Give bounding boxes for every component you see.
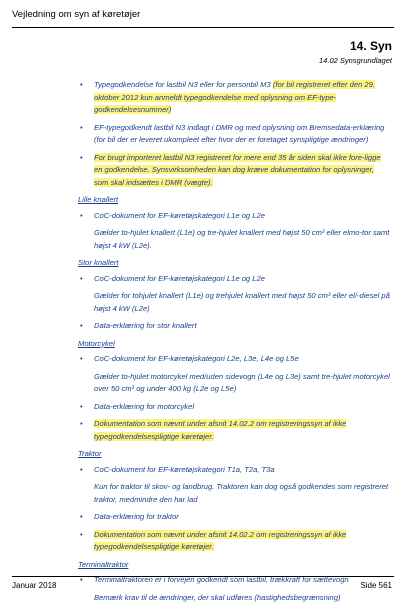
bullet-icon: • [80, 419, 83, 428]
bullet-text: Terminaltraktoren er i forvejen godkendt som lastbil, trækkraft for sættevogn [94, 575, 349, 584]
bullet-icon: • [80, 122, 83, 132]
paragraph: Gælder for tohjulet knallert (L1e) og trehjulet knallert med højst 50 cm³ eller el/-diesel på højst 4 kW (L2e) [94, 291, 390, 313]
bullet-text: CoC-dokument for EF-køretøjskategori L1e og L2e [94, 210, 265, 220]
paragraph: Gælder to-hjulet knallert (L1e) og tre-hjulet knallert med højst 50 cm³ eller elmo-tor samt højst 4 kW (L2e). [94, 228, 390, 250]
list-item [78, 464, 390, 477]
list-item [78, 401, 390, 414]
footer-rule [12, 576, 394, 577]
heading-terminaltraktor: Terminaltraktor [78, 559, 129, 569]
list-item [78, 353, 390, 366]
paragraph: Bemærk krav til de ændringer, der skal udføres (hastighedsbegrænsning) [94, 592, 341, 602]
bullet-text: Data-erklæring for stor knallert [94, 321, 197, 330]
bullet-icon: • [80, 321, 83, 330]
bullet-text: CoC-dokument for EF-køretøjskategori T1a, T2a, T3a [94, 464, 275, 474]
list-item [78, 273, 390, 286]
list-item [78, 122, 390, 147]
bullet-icon: • [80, 354, 83, 363]
bullet-text: Typegodkendelse for lastbil N3 eller for personbil M3 [94, 80, 273, 89]
bullet-icon: • [80, 273, 83, 283]
page-number: Side 561 [360, 581, 392, 590]
list-item [78, 152, 390, 190]
bullet-icon: • [80, 529, 83, 539]
page-content [78, 76, 390, 609]
section-title: 14. Syn [349, 39, 392, 53]
bullet-text: EF-typegodkendt lastbil N3 indlagt i DMR og med oplysning om Bremsedata-erklæring (for bil der er leveret ukompleet efter hvor der er foretaget synspligtige ændringer) [94, 122, 385, 144]
highlighted-text: Dokumentation som nævnt under afsnit 14.02.2 om registreringssyn af ikke typegodkendelsespligtige køretøjer. [94, 419, 347, 441]
footer-date: Januar 2018 [12, 581, 57, 590]
heading-lille-knallert: Lille knallert [78, 195, 119, 204]
list-item [78, 529, 390, 554]
section-subtitle: 14.02 Synsgrundlaget [319, 56, 392, 65]
bullet-text: CoC-dokument for EF-køretøjskategori L2e, L3e, L4e og L5e [94, 354, 299, 363]
bullet-text: Data-erklæring for traktor [94, 512, 179, 521]
bullet-text: Data-erklæring for motorcykel [94, 401, 195, 411]
heading-traktor: Traktor [78, 449, 102, 458]
bullet-icon: • [80, 152, 83, 162]
bullet-icon: • [80, 80, 83, 89]
bullet-icon: • [80, 575, 83, 584]
list-item [78, 320, 390, 333]
bullet-icon: • [80, 512, 83, 521]
heading-stor-knallert: Stor knallert [78, 258, 119, 267]
highlighted-text: For brugt importeret lastbil N3 registreret for mere end 35 år siden skal ikke fore-ligge en godkendelse. Synsvirksomheden kan dog kræve dokumentation for oplysninger, som skal indsættes i DMR (vægte). [94, 152, 381, 187]
highlighted-text: (for bil registreret efter den 29. oktober 2012 kun anmeldt typegodkendelse med oplysning om EF-type-godkendelsesnummer) [94, 80, 375, 114]
paragraph: Kun for traktor til skov- og landbrug. Traktoren kan dog også godkendes som registreret traktor, medmindre den har lad [94, 482, 389, 504]
document-title: Vejledning om syn af køretøjer [12, 9, 141, 20]
bullet-icon: • [80, 401, 83, 411]
list-item [78, 511, 390, 524]
list-item [78, 418, 390, 443]
bullet-text: CoC-dokument for EF-køretøjskategori L1e og L2e [94, 273, 265, 283]
heading-motorcykel: Motorcykel [78, 338, 115, 348]
list-item [78, 210, 390, 223]
header-rule [12, 27, 394, 28]
bullet-icon: • [80, 464, 83, 474]
paragraph: Gælder to-hjulet motorcykel med/uden sidevogn (L4e og L3e) samt tre-hjulet motorcykel over 50 cm³ og under 400 kg (L2e og L5e) [94, 371, 390, 393]
highlighted-text: Dokumentation som nævnt under afsnit 14.02.2 om registreringssyn af ikke typegodkendelsespligtige køretøjer. [94, 529, 347, 551]
list-item [78, 79, 390, 117]
bullet-icon: • [80, 210, 83, 220]
